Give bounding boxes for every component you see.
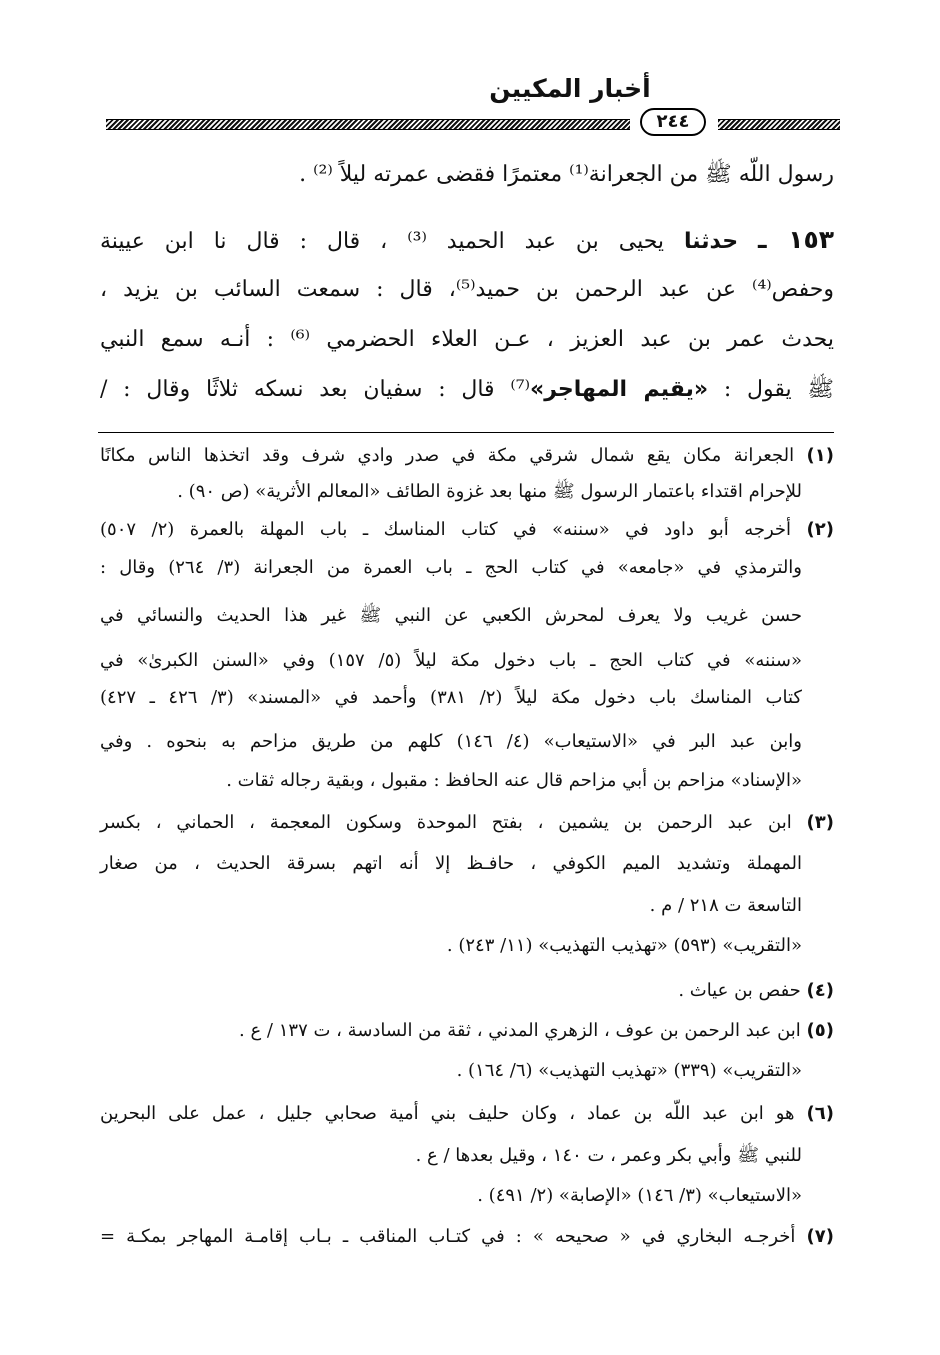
footnote-number: (٤): [806, 980, 834, 1001]
footnote-1-line-2: للإحرام اقتداء باعتمار الرسول ﷺ منها بعد غزوة الطائف «المعالم الأثرية» (ص ٩٠) .: [177, 481, 802, 502]
footnote-text: ابن عبد الرحمن بن يشمين ، بفتح الموحدة وسكون المعجمة ، الحماني ، بكسر: [100, 812, 792, 833]
header-rule-left: [106, 119, 630, 130]
footnote-number: (٧): [806, 1226, 834, 1247]
hadith-haddathana: حدثنا: [683, 229, 739, 254]
hadith-quote: «يقيم المهاجر»: [530, 377, 709, 402]
footnote-2-line-2: والترمذي في «جامعه» في كتاب الحج ـ باب العمرة من الجعرانة (٣/ ٢٦٤) وقال :: [100, 557, 803, 578]
footnote-3-line-1: [100, 805, 834, 841]
hadith-line-1-text: يحيى بن عبد الحميد ⁽³⁾ ، قال : قال نا ابن عيينة: [100, 229, 665, 254]
footnote-4-line-1: [100, 973, 834, 1009]
hadith-line-1: [100, 218, 834, 262]
footnote-6-line-2: للنبي ﷺ وأبي بكر وعمر ، ت ١٤٠ ، وقيل بعدها / ع .: [415, 1145, 802, 1166]
footnote-6-line-3: «الاستيعاب» (٣/ ١٤٦) «الإصابة» (٢/ ٤٩١) .: [477, 1185, 802, 1206]
hadith-line-4-start: ﷺ يقول :: [723, 377, 834, 402]
footnote-2-line-5: كتاب المناسك باب دخول مكة ليلاً (٢/ ٣٨١) وأحمد في «المسند» (٣/ ٤٢٦ ـ ٤٢٧): [100, 687, 802, 708]
header-rule-right: [718, 119, 840, 130]
running-title: أخبار المكيين: [489, 74, 651, 103]
footnote-3-line-2: المهملة وتشديد الميم الكوفي ، حافـظ إلا أنه اتهم بسرقة الحديث ، من صغار: [100, 853, 802, 874]
footnote-2-line-7: «الإسناد» مزاحم بن أبي مزاحم قال عنه الحافظ : مقبول ، وبقية رجاله ثقات .: [226, 770, 802, 791]
footnote-2-line-6: وابن عبد البر في «الاستيعاب» (٤/ ١٤٦) كلهم من طريق مزاحم به بنحوه . وفي: [100, 731, 802, 752]
footnote-5-line-1: [100, 1013, 834, 1049]
footnote-number: (٢): [806, 519, 834, 540]
footnote-2-line-4: «سننه» في كتاب الحج ـ باب دخول مكة ليلاً (٥/ ١٥٧) وفي «السنن الكبرىٰ» في: [100, 650, 802, 671]
page-number: ٢٤٤: [640, 108, 706, 136]
hadith-number: ١٥٣ ـ: [758, 225, 834, 254]
footnote-text: ابن عبد الرحمن بن عوف ، الزهري المدني ، ثقة من السادسة ، ت ١٣٧ / ع .: [239, 1020, 801, 1041]
footnote-number: (٣): [806, 812, 834, 833]
footnote-2-line-3: حسن غريب ولا يعرف لمحرش الكعبي عن النبي ﷺ غير هذا الحديث والنسائي في: [100, 605, 802, 626]
footnote-5-line-2: «التقريب» (٣٣٩) «تهذيب التهذيب» (٦/ ١٦٤) .: [456, 1060, 802, 1081]
footnote-separator: [98, 432, 834, 433]
opening-line: رسول اللّه ﷺ من الجعرانة⁽¹⁾ معتمرًا فقضى عمرته ليلاً ⁽²⁾ .: [299, 162, 834, 187]
footnote-3-line-3: التاسعة ت ٢١٨ / م .: [649, 895, 802, 916]
hadith-line-2: وحفص⁽⁴⁾ عن عبد الرحمن بن حميد⁽⁵⁾، قال : سمعت السائب بن يزيد ،: [100, 277, 834, 302]
footnote-number: (٦): [806, 1103, 834, 1124]
footnote-2-line-1: [100, 512, 834, 548]
footnote-text: هو ابن عبد اللّه بن عماد ، وكان حليف بني أمية صحابي جليل ، عمل على البحرين: [100, 1103, 795, 1124]
footnote-text: أخرجه أبو داود في «سننه» في كتاب المناسك ـ باب المهلة بالعمرة (٢/ ٥٠٧): [100, 519, 792, 540]
hadith-line-3: يحدث عمر بن عبد العزيز ، عـن العلاء الحضرمي ⁽⁶⁾ : أنـه سمع النبي: [100, 327, 834, 352]
footnote-number: (٥): [806, 1020, 834, 1041]
footnote-1-line-1: [100, 438, 834, 474]
footnote-number: (١): [806, 445, 834, 466]
footnote-6-line-1: [100, 1096, 834, 1132]
header-ornament: [106, 108, 840, 136]
footnote-text: حفص بن عياث .: [678, 980, 801, 1001]
hadith-line-4-end: ⁽⁷⁾ قال : سفيان بعد نسكه ثلاثًا وقال : /: [100, 377, 530, 402]
footnote-7-line-1: [100, 1219, 834, 1255]
footnote-3-line-4: «التقريب» (٥٩٣) «تهذيب التهذيب» (١١/ ٢٤٣) .: [446, 935, 802, 956]
footnote-text: الجعرانة مكان يقع شمال شرقي مكة في صدر وادي شرف وقد اتخذها الناس مكانًا: [100, 445, 795, 466]
hadith-line-4: [100, 368, 834, 412]
footnote-text: أخرجـه البخاري في « صحيحه » : في كتـاب المناقب ـ بـاب إقامـة المهاجر بمكـة =: [100, 1226, 796, 1247]
